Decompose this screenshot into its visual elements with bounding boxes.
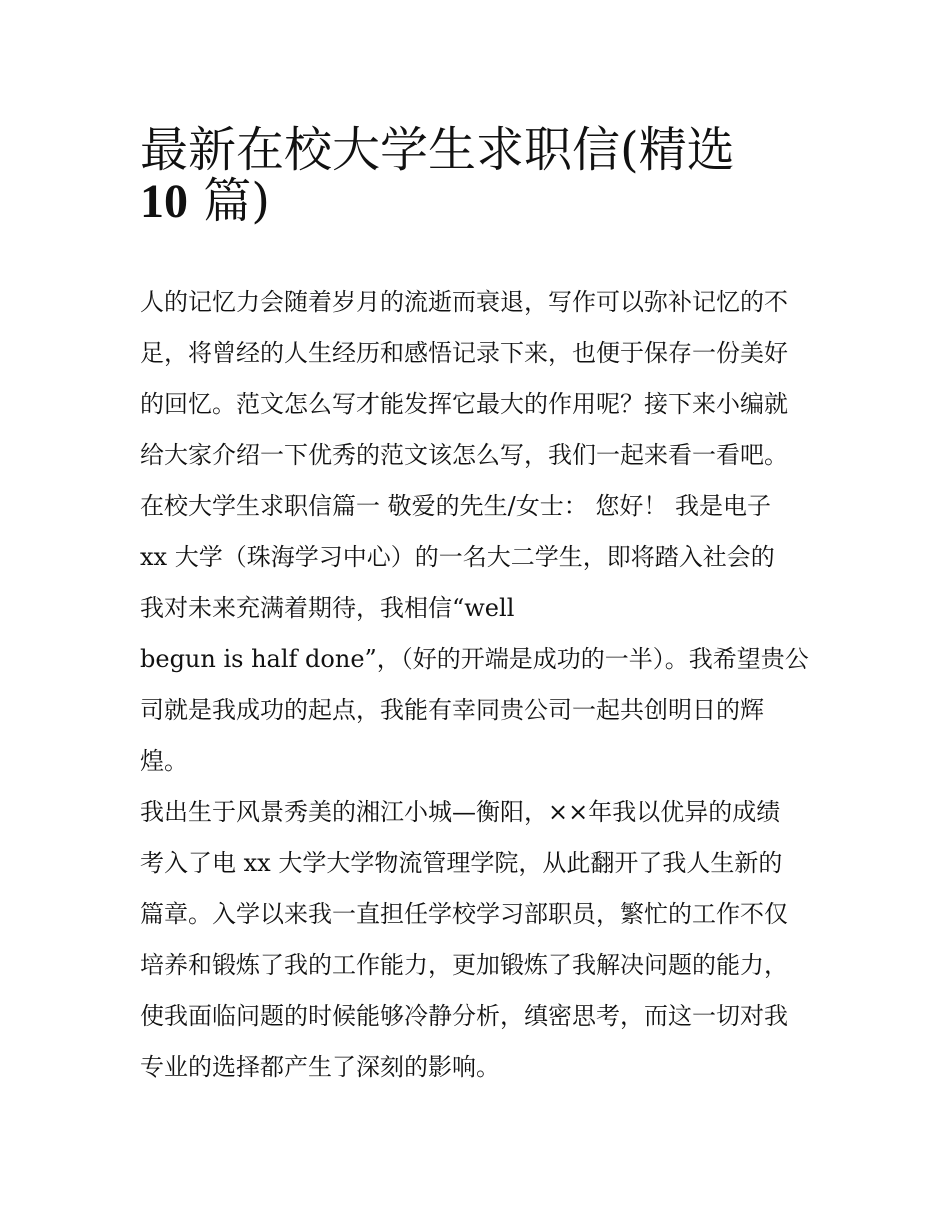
body-line: begun is half done”，（好的开端是成功的一半）。我希望贵公 xyxy=(140,645,809,673)
body-line: 给大家介绍一下优秀的范文该怎么写，我们一起来看一看吧。 xyxy=(140,441,788,469)
body-line: 篇章。入学以来我一直担任学校学习部职员，繁忙的工作不仅 xyxy=(140,900,788,928)
body-line: 使我面临问题的时候能够冷静分析，缜密思考，而这一切对我 xyxy=(140,1002,788,1030)
body-line: 考入了电 xx 大学大学物流管理学院，从此翻开了我人生新的 xyxy=(140,849,783,877)
title-number: 10 xyxy=(140,175,188,228)
body-line: 足，将曾经的人生经历和感悟记录下来，也便于保存一份美好 xyxy=(140,339,788,367)
body-line: 人的记忆力会随着岁月的流逝而衰退，写作可以弥补记忆的不 xyxy=(140,288,788,316)
body-line: 我对未来充满着期待，我相信“well xyxy=(140,594,515,622)
title-line-1: 最新在校大学生求职信(精选 xyxy=(140,122,735,178)
body-line: 专业的选择都产生了深刻的影响。 xyxy=(140,1053,500,1081)
title-suffix: 篇) xyxy=(188,173,270,229)
body-line: 培养和锻炼了我的工作能力，更加锻炼了我解决问题的能力， xyxy=(140,951,788,979)
body-line: 的回忆。范文怎么写才能发挥它最大的作用呢？接下来小编就 xyxy=(140,390,788,418)
body-line: 我出生于风景秀美的湘江小城—衡阳，××年我以优异的成绩 xyxy=(140,798,781,826)
body-line: 司就是我成功的起点，我能有幸同贵公司一起共创明日的辉 xyxy=(140,696,764,724)
body-line: xx 大学（珠海学习中心）的一名大二学生，即将踏入社会的 xyxy=(140,543,775,571)
document-body xyxy=(140,277,820,1093)
body-line: 煌。 xyxy=(140,747,188,775)
body-line: 在校大学生求职信篇一 敬爱的先生/女士： 您好！ 我是电子 xyxy=(140,492,771,520)
document-title xyxy=(140,113,820,229)
